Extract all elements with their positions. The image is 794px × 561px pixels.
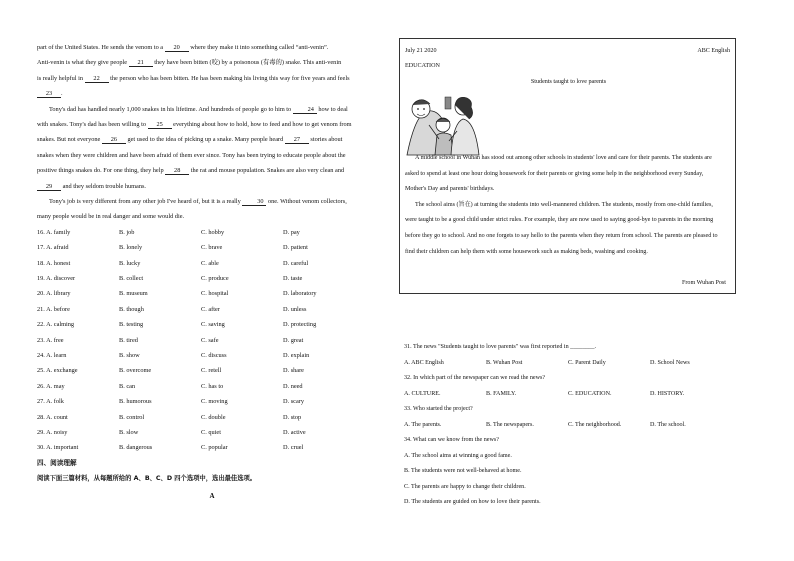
option-row — [37, 440, 387, 455]
option-row — [37, 317, 387, 332]
cloze-options — [37, 225, 387, 456]
question-choice: B. FAMILY. — [486, 390, 517, 397]
blank-22: 22 — [85, 75, 109, 83]
question-stem: 34. What can we know from the news? — [404, 437, 499, 443]
option-choice: D. taste — [283, 275, 303, 283]
passage-line: positive things snakes do. For one thing, they help 28 the rat and mouse population. Snakes are also very clean and — [37, 167, 345, 175]
option-choice: 26. A. may — [37, 382, 65, 390]
news-date: July 21 2020 — [405, 48, 437, 54]
option-choice: C. hospital — [201, 290, 229, 298]
blank-29: 29 — [37, 183, 61, 191]
question-options — [404, 418, 734, 434]
section-letter: A — [209, 491, 215, 500]
question-choice: C. Parent Daily — [568, 359, 606, 366]
passage-line: many people would be in real danger and some would die. — [37, 213, 185, 221]
question-choice: A. CULTURE. — [404, 390, 441, 397]
option-choice: 29. A. noisy — [37, 428, 68, 436]
question-choice: B. The newspapers. — [486, 421, 534, 428]
option-choice: C. brave — [201, 244, 223, 252]
question-choice: D. The school. — [650, 421, 686, 428]
news-source: From Wuhan Post — [682, 280, 726, 286]
option-choice: B. show — [119, 352, 140, 359]
option-choice: D. protecting — [283, 321, 317, 329]
passage-line: Tony's job is very different from any other job I've heard of, but it is a really 30 one. Without venom collectors, — [49, 198, 347, 206]
option-choice: 19. A. discover — [37, 275, 76, 283]
option-row — [37, 363, 387, 378]
option-choice: 25. A. exchange — [37, 367, 78, 375]
question-choice: B. Wuhan Post — [486, 359, 523, 366]
option-choice: D. need — [283, 382, 303, 390]
question-stem: 33. Who started the project? — [404, 406, 473, 412]
question-stem: 31. The news "Students taught to love parents" was first reported in ________. — [404, 344, 597, 350]
option-choice: C. moving — [201, 398, 228, 406]
option-choice: C. has to — [201, 382, 224, 390]
question-options — [404, 356, 734, 372]
option-choice: B. slow — [119, 428, 139, 436]
option-choice: C. safe — [201, 336, 219, 344]
blank-21: 21 — [129, 59, 153, 67]
option-row — [37, 286, 387, 301]
option-row — [37, 240, 387, 255]
option-row — [37, 410, 387, 425]
news-paragraph: The school aims (旨在) at turning the students into well-mannered children. The students, mostly from one-child families, were taught to be a good child under strict rules. For example, they are now used to saying good-bye to parents in the morning before they go to school. And no one forgets to say hello to the parents when they return from school. The parents are pleased to find their children can help them with some housework such as making beds, washing and cooking. — [405, 201, 718, 255]
option-choice: D. cruel — [283, 444, 304, 452]
news-clipping — [399, 38, 736, 294]
passage-line: 29 and they seldom trouble humans. — [37, 179, 387, 194]
option-row — [37, 333, 387, 348]
passage-line: snakes when they were children and have been afraid of them ever since. Tony has been trying to educate people about the — [37, 151, 346, 159]
option-row — [37, 425, 387, 440]
option-choice: D. unless — [283, 305, 307, 313]
option-choice: 18. A. honest — [37, 259, 71, 267]
option-choice: D. share — [283, 367, 304, 375]
option-choice: 28. A. count — [37, 413, 68, 421]
news-section: EDUCATION — [405, 63, 440, 69]
option-choice: 16. A. family — [37, 228, 71, 236]
option-choice: C. able — [201, 259, 219, 267]
option-choice: C. popular — [201, 444, 228, 452]
option-choice: 21. A. before — [37, 305, 70, 313]
option-choice: B. can — [119, 382, 136, 390]
option-row — [37, 394, 387, 409]
option-choice: C. retell — [201, 367, 222, 375]
option-choice: B. job — [119, 228, 135, 236]
cloze-passage — [37, 40, 387, 225]
option-choice: B. testing — [119, 321, 144, 329]
option-row — [37, 271, 387, 286]
option-choice: B. lucky — [119, 259, 141, 267]
passage-line: with snakes. Tony's dad has been willing to 25 everything about how to hold, how to feed and how to get venom from — [37, 121, 352, 129]
passage-line: snakes. But not everyone 26 get used to the idea of picking up a snake. Many people heard 27 stories about — [37, 136, 343, 144]
option-choice: B. overcome — [119, 367, 152, 375]
blank-20: 20 — [165, 44, 189, 52]
option-choice: D. active — [283, 428, 306, 436]
passage-line: 23 . — [37, 86, 387, 101]
question-choice: D. The students are guided on how to love their parents. — [404, 499, 541, 505]
option-row — [37, 256, 387, 271]
news-paper-name: ABC English — [697, 48, 730, 54]
question-choice: D. School News — [650, 359, 690, 366]
option-row — [37, 225, 387, 240]
option-choice: C. produce — [201, 275, 229, 283]
option-choice: B. dangerous — [119, 444, 153, 452]
option-choice: 27. A. folk — [37, 398, 64, 406]
question-choice: D. HISTORY. — [650, 390, 685, 397]
option-choice: 17. A. afraid — [37, 244, 69, 252]
question-choice: A. The parents. — [404, 421, 442, 428]
blank-24: 24 — [293, 106, 317, 114]
question-options — [404, 387, 734, 403]
left-column — [37, 40, 387, 504]
passage-line: is really helpful in 22 the person who has been bitten. He has been making his living this way for five years and feels — [37, 74, 350, 82]
question-choice: A. ABC English — [404, 359, 444, 366]
blank-30: 30 — [242, 198, 266, 206]
question-choice: C. The neighborhood. — [568, 421, 622, 428]
blank-25: 25 — [148, 121, 172, 129]
option-choice: 23. A. free — [37, 336, 64, 344]
question-stem: 32. In which part of the newspaper can we read the news? — [404, 375, 546, 381]
section-title: 四、阅读理解 — [37, 458, 77, 467]
news-title: Students taught to love parents — [530, 79, 607, 85]
option-choice: B. though — [119, 305, 144, 313]
option-choice: B. lonely — [119, 244, 143, 252]
option-choice: D. careful — [283, 259, 309, 267]
option-row — [37, 302, 387, 317]
option-choice: D. great — [283, 336, 304, 344]
blank-27: 27 — [285, 136, 309, 144]
option-choice: C. saving — [201, 321, 225, 329]
news-body — [405, 151, 725, 260]
option-choice: C. after — [201, 305, 220, 313]
question-choice: A. The school aims at winning a good fame. — [404, 452, 512, 459]
option-choice: D. patient — [283, 244, 308, 252]
blank-23: 23 — [37, 90, 61, 98]
question-choice: C. EDUCATION. — [568, 390, 612, 397]
reading-questions — [404, 340, 734, 511]
passage-line: part of the United States. He sends the venom to a 20 where they make it into something called “anti-venin”. — [37, 44, 329, 51]
section-instruction: 阅读下面三篇材料，从每题所给的 A、B、C、D 四个选项中，选出最佳选项。 — [37, 475, 257, 483]
blank-26: 26 — [102, 136, 126, 144]
option-choice: D. explain — [283, 352, 310, 359]
option-choice: 30. A. important — [37, 444, 79, 452]
option-choice: C. hobby — [201, 228, 225, 236]
option-choice: D. pay — [283, 228, 300, 236]
option-choice: 22. A. calming — [37, 321, 75, 329]
question-choice: B. The students were not well-behaved at home. — [404, 468, 522, 474]
option-choice: C. quiet — [201, 428, 221, 436]
option-choice: B. control — [119, 413, 145, 421]
news-paragraph: A middle school in Wuhan has stood out among other schools in students' love and care for their parents. The students are asked to spend at least one hour doing housework for their parents or giving some help in the neighborhood every Sunday, Mother's Day and parents' birthdays. — [405, 155, 712, 193]
option-choice: C. discuss — [201, 352, 227, 359]
option-choice: 20. A. library — [37, 290, 71, 298]
option-choice: B. museum — [119, 290, 148, 298]
option-choice: 24. A. learn — [37, 352, 67, 359]
option-row — [37, 379, 387, 394]
passage-line: Tony's dad has handled nearly 1,000 snakes in his lifetime. And hundreds of people go to him to 24 how to deal — [49, 105, 348, 113]
option-choice: D. scary — [283, 398, 304, 406]
passage-line: Anti-venin is what they give people 21 they have been bitten (咬) by a poisonous (有毒的) snake. This anti-venin — [37, 59, 342, 67]
option-choice: D. stop — [283, 413, 302, 421]
option-choice: B. humorous — [119, 398, 152, 406]
option-choice: B. collect — [119, 275, 144, 283]
family-illustration — [405, 95, 483, 157]
option-choice: D. laboratory — [283, 290, 317, 298]
option-choice: B. tired — [119, 336, 138, 344]
option-choice: C. double — [201, 413, 226, 421]
question-choice: C. The parents are happy to change their children. — [404, 483, 526, 490]
option-row — [37, 348, 387, 363]
blank-28: 28 — [165, 167, 189, 175]
